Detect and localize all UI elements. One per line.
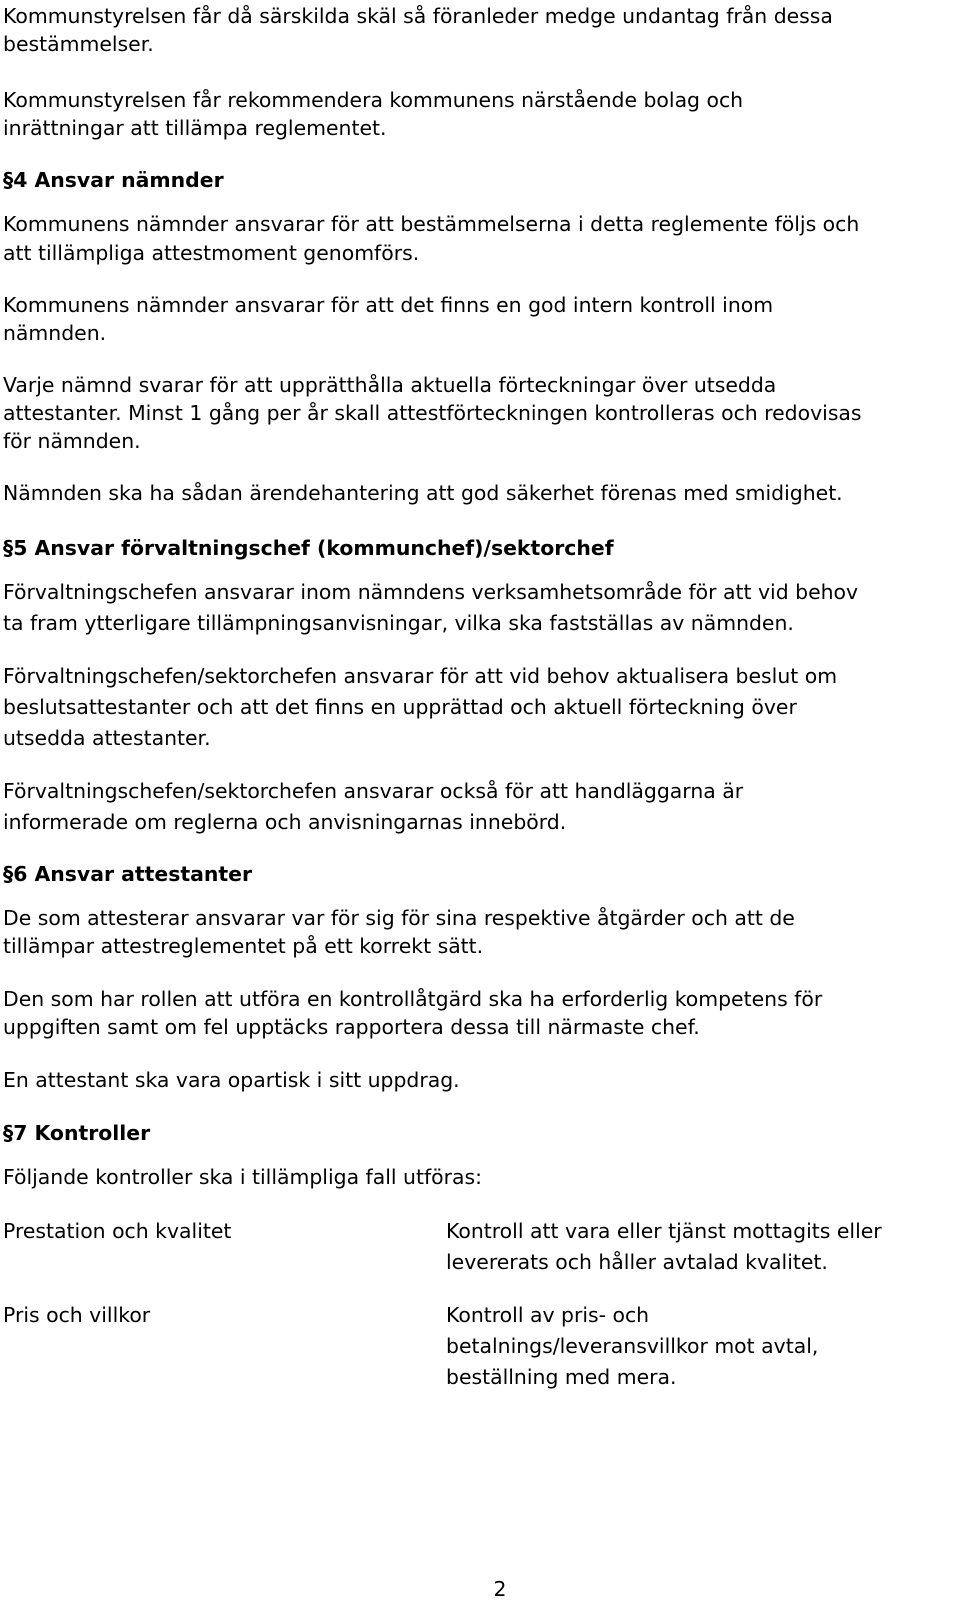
text-line: De som attesterar ansvarar var för sig för sina respektive åtgärder och att de — [3, 906, 795, 930]
text-line: att tillämpliga attestmoment genomförs. — [3, 241, 420, 265]
control-description — [446, 1300, 956, 1393]
section-7-heading — [3, 1119, 958, 1147]
section-6-paragraph-1 — [3, 904, 958, 960]
text-line: levererats och håller avtalad kvalitet. — [446, 1250, 828, 1274]
text-line: bestämmelser. — [3, 32, 154, 56]
text-line: Varje nämnd svarar för att upprätthålla aktuella förteckningar över utsedda — [3, 373, 777, 397]
section-5-heading — [3, 534, 958, 562]
text-line: betalnings/leveransvillkor mot avtal, — [446, 1334, 819, 1358]
text-line: nämnden. — [3, 321, 107, 345]
section-symbol: § — [3, 536, 14, 560]
page-number: 2 — [493, 1577, 507, 1601]
text-line: beställning med mera. — [446, 1365, 677, 1389]
section-title: 4 Ansvar nämnder — [13, 168, 224, 192]
section-4-paragraph-4 — [3, 479, 958, 507]
section-title: 6 Ansvar attestanter — [13, 862, 253, 886]
text-line: Förvaltningschefen/sektorchefen ansvarar också för att handläggarna är — [3, 779, 744, 803]
text-line: ta fram ytterligare tillämpningsanvisningar, vilka ska fastställas av nämnden. — [3, 611, 794, 635]
section-6-heading — [3, 860, 958, 888]
text-line: inrättningar att tillämpa reglementet. — [3, 116, 387, 140]
section-title: 7 Kontroller — [13, 1121, 151, 1145]
text-line: Följande kontroller ska i tillämpliga fall utföras: — [3, 1165, 482, 1189]
text-line: Förvaltningschefen/sektorchefen ansvarar för att vid behov aktualisera beslut om — [3, 664, 838, 688]
section-5-paragraph-2 — [3, 661, 958, 754]
text-line: attestanter. Minst 1 gång per år skall attestförteckningen kontrolleras och redovisas — [3, 401, 862, 425]
section-4-heading — [3, 166, 958, 194]
text-line: Nämnden ska ha sådan ärendehantering att god säkerhet förenas med smidighet. — [3, 481, 843, 505]
text-line: Kommunens nämnder ansvarar för att det finns en god intern kontroll inom — [3, 293, 774, 317]
text-line: för nämnden. — [3, 429, 141, 453]
text-line: Kommunstyrelsen får rekommendera kommunens närstående bolag och — [3, 88, 744, 112]
section-4-paragraph-3 — [3, 371, 958, 455]
text-line: utsedda attestanter. — [3, 726, 211, 750]
text-line: uppgiften samt om fel upptäcks rapportera dessa till närmaste chef. — [3, 1015, 700, 1039]
text-line: Kommunstyrelsen får då särskilda skäl så föranleder medge undantag från dessa — [3, 4, 833, 28]
section-6-paragraph-3 — [3, 1066, 958, 1094]
section-5-paragraph-1 — [3, 577, 958, 639]
section-symbol: § — [3, 1121, 14, 1145]
control-term: Pris och villkor — [3, 1303, 151, 1327]
control-description — [446, 1216, 956, 1278]
intro-paragraph-2 — [3, 86, 958, 142]
text-line: beslutsattestanter och att det finns en upprättad och aktuell förteckning över — [3, 695, 797, 719]
intro-paragraph-1 — [3, 2, 958, 58]
text-line: Den som har rollen att utföra en kontrollåtgärd ska ha erforderlig kompetens för — [3, 987, 823, 1011]
text-line: Förvaltningschefen ansvarar inom nämndens verksamhetsområde för att vid behov — [3, 580, 859, 604]
section-5-paragraph-3 — [3, 776, 958, 838]
section-4-paragraph-1 — [3, 210, 958, 268]
control-term: Prestation och kvalitet — [3, 1219, 232, 1243]
text-line: Kontroll att vara eller tjänst mottagits eller — [446, 1219, 882, 1243]
section-7-intro — [3, 1163, 958, 1191]
text-line: Kontroll av pris- och — [446, 1303, 650, 1327]
section-symbol: § — [3, 168, 14, 192]
text-line: informerade om reglerna och anvisningarnas innebörd. — [3, 810, 567, 834]
text-line: Kommunens nämnder ansvarar för att bestämmelserna i detta reglemente följs och — [3, 212, 860, 236]
section-symbol: § — [3, 862, 14, 886]
text-line: tillämpar attestreglementet på ett korrekt sätt. — [3, 934, 484, 958]
section-6-paragraph-2 — [3, 985, 958, 1041]
section-title: 5 Ansvar förvaltningschef (kommunchef)/sektorchef — [13, 536, 614, 560]
text-line: En attestant ska vara opartisk i sitt uppdrag. — [3, 1068, 460, 1092]
section-4-paragraph-2 — [3, 291, 958, 347]
